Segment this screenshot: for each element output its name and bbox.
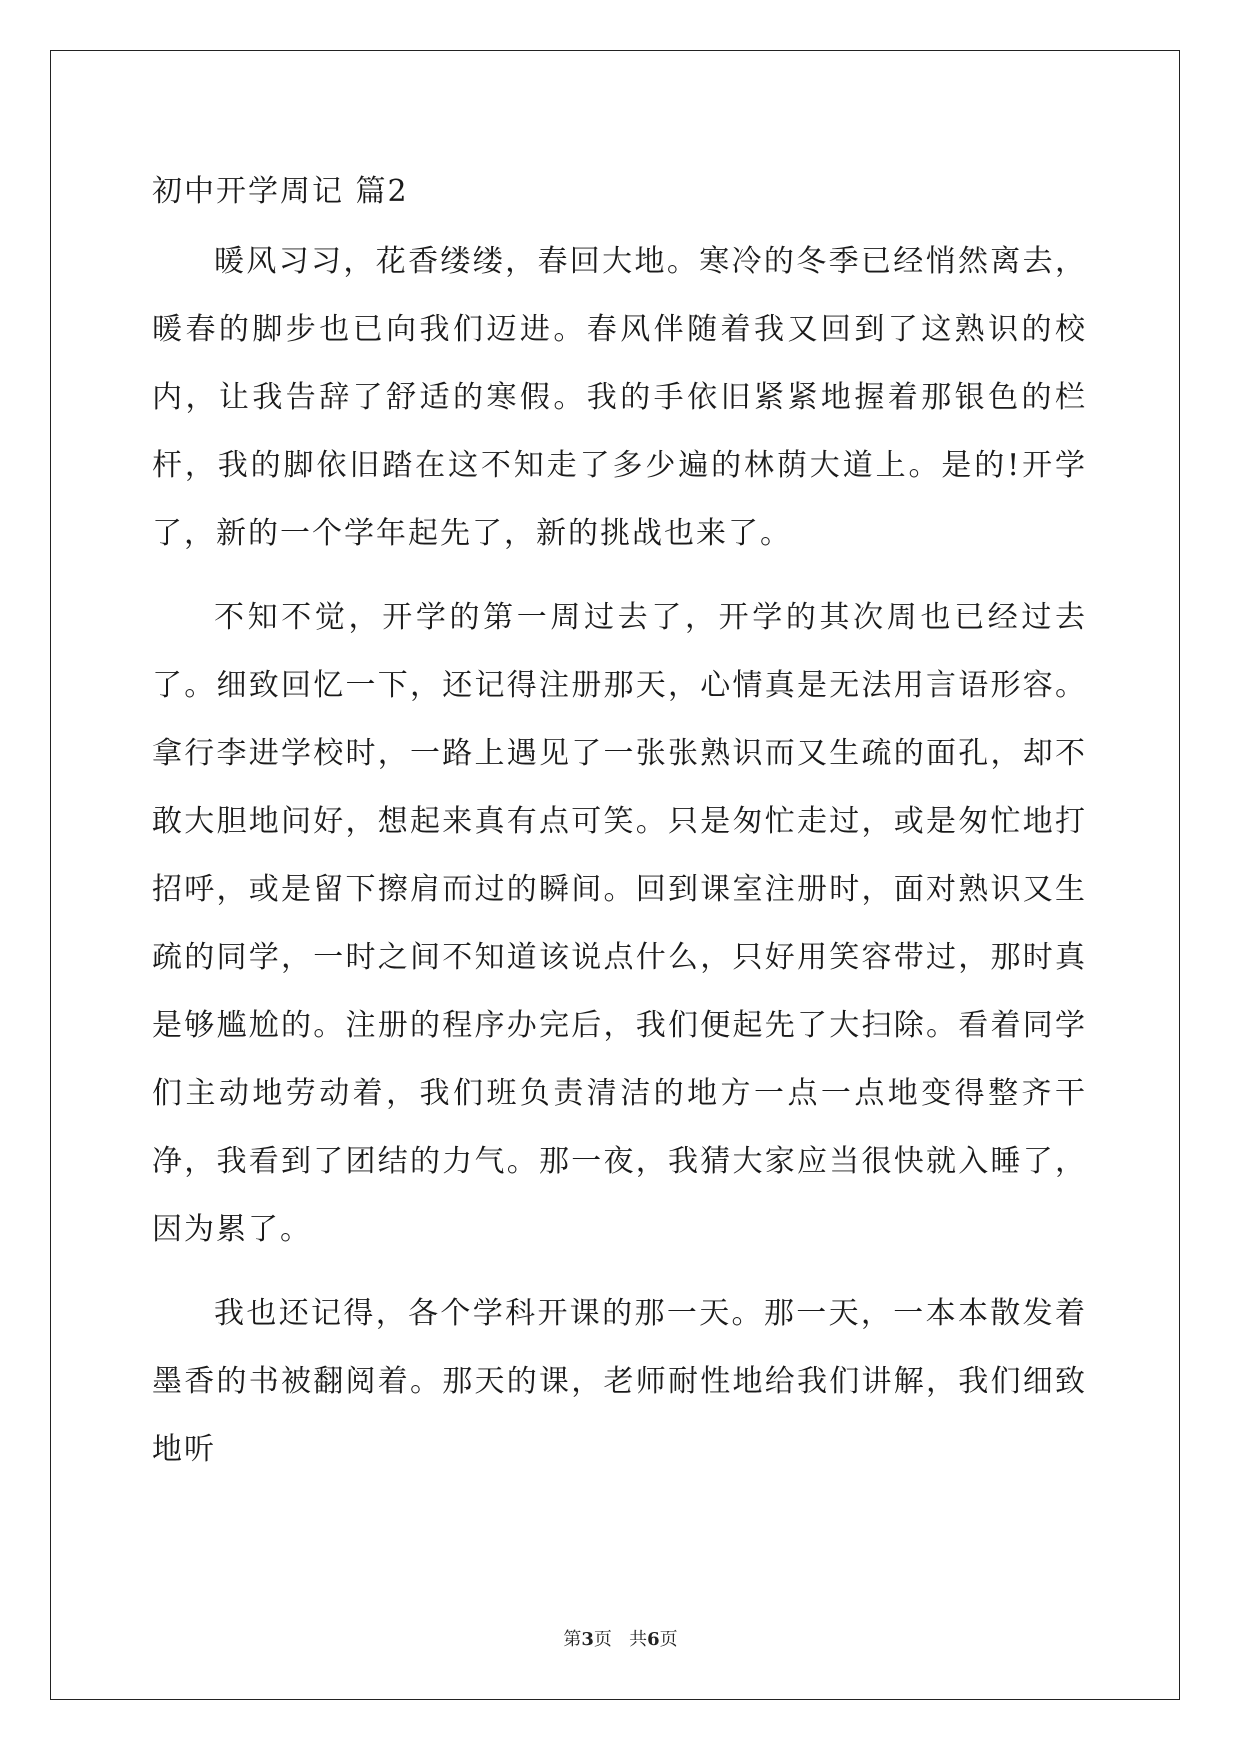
total-unit: 页 bbox=[659, 1629, 678, 1650]
paragraph-1: 暖风习习，花香缕缕，春回大地。寒冷的冬季已经悄然离去，暖春的脚步也已向我们迈进。春风伴随着我又回到了这熟识的校内，让我告辞了舒适的寒假。我的手依旧紧紧地握着那银色的栏杆，我的脚依旧踏在这不知走了多少遍的林荫大道上。是的!开学了，新的一个学年起先了，新的挑战也来了。 bbox=[152, 244, 1087, 551]
document-body bbox=[152, 162, 1087, 1500]
total-page-number: 6 bbox=[647, 1629, 660, 1650]
page-prefix: 第 bbox=[563, 1629, 582, 1650]
page-footer bbox=[0, 1625, 1241, 1651]
paragraph-3: 我也还记得，各个学科开课的那一天。那一天，一本本散发着墨香的书被翻阅着。那天的课，老师耐性地给我们讲解，我们细致地听 bbox=[152, 1296, 1087, 1467]
current-page-number: 3 bbox=[581, 1629, 594, 1650]
page-unit: 页 bbox=[593, 1629, 612, 1650]
paragraph-2: 不知不觉，开学的第一周过去了，开学的其次周也已经过去了。细致回忆一下，还记得注册那天，心情真是无法用言语形容。拿行李进学校时，一路上遇见了一张张熟识而又生疏的面孔，却不敢大胆地问好，想起来真有点可笑。只是匆忙走过，或是匆忙地打招呼，或是留下擦肩而过的瞬间。回到课室注册时，面对熟识又生疏的同学，一时之间不知道该说点什么，只好用笑容带过，那时真是够尴尬的。注册的程序办完后，我们便起先了大扫除。看着同学们主动地劳动着，我们班负责清洁的地方一点一点地变得整齐干净，我看到了团结的力气。那一夜，我猜大家应当很快就入睡了，因为累了。 bbox=[152, 600, 1087, 1247]
document-title: 初中开学周记 篇2 bbox=[152, 174, 409, 209]
total-prefix: 共 bbox=[629, 1629, 648, 1650]
